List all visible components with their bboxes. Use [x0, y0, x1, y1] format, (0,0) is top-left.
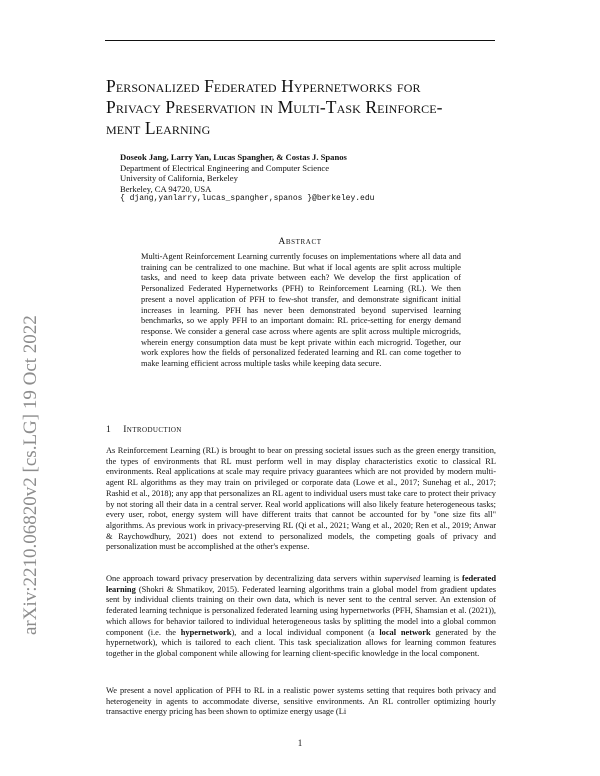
top-rule	[105, 40, 495, 41]
title-line-1: Personalized Federated Hypernetworks for	[106, 76, 421, 96]
page-number: 1	[297, 738, 303, 748]
abstract-text: Multi-Agent Reinforcement Learning currently focuses on implementations where all data and training can be centralized to one machine. But what if local agents are split across multiple tasks, and need to keep data private between each? We develop the first application of Personalized Federated Hypernetworks (PFH) to Reinforcement Learning (RL). We then present a novel application of PFH to few-shot transfer, and demonstrate significant initial increases in learning. PFH has never been demonstrated beyond supervised learning benchmarks, so we apply PFH to an important domain: RL price-setting for energy demand response. We consider a general case across where agents are split across multiple microgrids, wherein energy consumption data must be kept private within each microgrid. Together, our work explores how the fields of personalized federated learning and RL can come together to make learning efficient across multiple tasks while keeping data secure.	[141, 252, 461, 369]
intro-paragraph-1: As Reinforcement Learning (RL) is brought to bear on pressing societal issues such as the green energy transition, the types of environments that RL must perform well in may display characteristics exotic to classical RL environments. Real applications at scale may require privacy guarantees which are not provided by modern multi-agent RL algorithms as they may train on privileged or corporate data (Lowe et al., 2017; Sunehag et al., 2017; Rashid et al., 2018); any app that personalizes an RL agent to individual users must take care to protect their privacy by not storing all their data in a central server. Real world applications will also likely feature heterogeneous tasks; every user, robot, energy system will have different traits that cannot be accounted for by "one size fits all" algorithms. As previous work in privacy-preserving RL (Qi et al., 2021; Wang et al., 2020; Ren et al., 2019; Anwar & Raychowdhury, 2021) does not extend to personalized models, the competing goals of privacy and personalization must be accomplished at the other's expense.	[106, 446, 496, 552]
p2-supervised: supervised	[384, 574, 421, 583]
author-address: Berkeley, CA 94720, USA	[120, 183, 212, 194]
section-heading	[106, 424, 182, 435]
p2-text-c: (Shokri & Shmatikov, 2015). Federated learning algorithms train a global model from gradient updates sent by individual clients training on their own data, which is never sent to the central server. An extension of federated learning technique is personalized federated learning using hypernetworks (PFH, Shamsian et al. (2021)), which allows for behavior tailored to individual heterogeneous tasks by splitting the model into a global common component (i.e. the	[106, 584, 496, 637]
section-title: Introduction	[123, 424, 182, 435]
p2-text-e: generated by the hypernetwork), which is tailored to each client. This task specialization allows for learning common features together in the global component while allowing for learning client-specific knowledge in the local component.	[106, 627, 497, 658]
author-block	[120, 152, 500, 205]
p2-hypernetwork: hypernetwork	[180, 627, 232, 637]
section-number: 1	[106, 424, 112, 435]
author-emails: { djang,yanlarry,lucas_spangher,spanos }@berkeley.edu	[120, 194, 375, 204]
paper-title	[106, 76, 506, 139]
abstract-heading: Abstract	[278, 236, 322, 247]
p2-federated-learning: federated learning	[106, 574, 496, 594]
title-line-2: Privacy Preservation in Multi-Task Reinforce-	[106, 97, 443, 117]
p2-text-b: learning is	[420, 574, 463, 583]
intro-paragraph-2	[106, 574, 496, 660]
arxiv-stamp: arXiv:2210.06820v2 [cs.LG] 19 Oct 2022	[20, 315, 41, 635]
author-names: Doseok Jang, Larry Yan, Lucas Spangher, & Costas J. Spanos	[120, 152, 347, 162]
author-department: Department of Electrical Engineering and Computer Science	[120, 162, 330, 173]
intro-paragraph-3: We present a novel application of PFH to RL in a realistic power systems setting that requires both privacy and heterogeneity in agents to accommodate diverse, sensitive environments. An RL controller optimizing hourly transactive energy pricing has been shown to optimize energy usage (Li	[106, 686, 496, 717]
p2-text-d: ), and a local individual component (a	[231, 627, 380, 637]
p2-text-a: One approach toward privacy preservation by decentralizing data servers within	[106, 574, 385, 583]
p2-local-network: local network	[379, 627, 431, 637]
title-line-3: ment Learning	[106, 118, 211, 138]
author-university: University of California, Berkeley	[120, 173, 238, 184]
